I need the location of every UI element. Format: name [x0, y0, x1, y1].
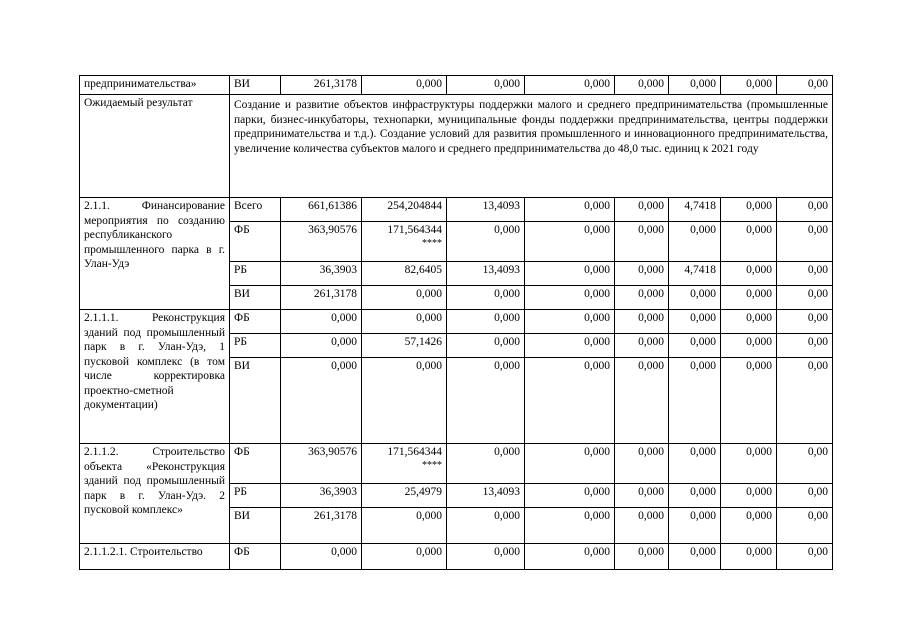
value-cell — [281, 334, 362, 358]
value-cell — [669, 198, 721, 222]
value-cell — [281, 358, 362, 444]
value-cell — [525, 76, 615, 95]
value-cell — [362, 286, 447, 310]
value-text: 0,000 — [690, 546, 716, 558]
value-text: 0,000 — [416, 312, 442, 324]
funding-source: Всего — [230, 198, 281, 222]
value-text: 0,000 — [638, 312, 664, 324]
table-row — [80, 76, 833, 95]
value-cell — [525, 262, 615, 286]
value-cell — [362, 222, 447, 262]
value-text: 0,000 — [690, 360, 716, 372]
value-cell — [777, 334, 833, 358]
value-text: 4,7418 — [684, 200, 716, 212]
value-text: 0,00 — [807, 446, 828, 458]
value-cell — [281, 444, 362, 484]
value-text: 0,000 — [584, 336, 610, 348]
value-text: 0,000 — [416, 288, 442, 300]
value-cell — [615, 286, 669, 310]
value-cell — [525, 544, 615, 570]
value-cell — [721, 544, 777, 570]
funding-source: ФБ — [230, 222, 281, 262]
table-row — [80, 444, 833, 484]
value-cell — [525, 222, 615, 262]
value-cell — [721, 444, 777, 484]
value-text: 36,3903 — [319, 264, 357, 276]
value-text: 0,000 — [584, 78, 610, 90]
value-text: 0,000 — [331, 312, 357, 324]
value-cell — [615, 262, 669, 286]
value-text: 13,4093 — [482, 200, 520, 212]
row-label: 2.1.1.2. Строительство объекта «Реконструкция зданий под промышленный парк в г. Улан-Удэ. 2 пусковой комплекс» — [80, 444, 230, 544]
value-text: 0,000 — [746, 336, 772, 348]
value-cell — [362, 198, 447, 222]
value-cell — [721, 198, 777, 222]
value-cell — [777, 198, 833, 222]
value-text: 13,4093 — [482, 264, 520, 276]
value-cell — [721, 262, 777, 286]
table-row — [80, 198, 833, 222]
expected-result-text: Создание и развитие объектов инфраструктуры поддержки малого и среднего предпринимательства (промышленные парки, бизнес-инкубаторы, технопарки, муниципальные фонды поддержки предпринимательства, центры поддержки предпринимательства и т.д.). Создание условий для развития промышленного и инновационного предпринимательства, увеличение количества субъектов малого и среднего предпринимательства до 48,0 тыс. единиц к 2021 году — [230, 95, 833, 198]
value-cell — [447, 198, 525, 222]
value-text: 36,3903 — [319, 486, 357, 498]
funding-source: РБ — [230, 484, 281, 508]
value-text: 0,000 — [416, 510, 442, 522]
value-cell — [669, 544, 721, 570]
value-cell — [615, 444, 669, 484]
value-text: 0,000 — [690, 446, 716, 458]
value-text: 0,000 — [584, 510, 610, 522]
value-cell — [281, 484, 362, 508]
value-cell — [615, 310, 669, 334]
value-text: 0,000 — [690, 224, 716, 236]
value-text: 0,000 — [638, 446, 664, 458]
value-cell — [281, 198, 362, 222]
value-cell — [447, 222, 525, 262]
value-text: 0,000 — [746, 264, 772, 276]
value-text: 0,000 — [584, 288, 610, 300]
value-cell — [447, 484, 525, 508]
funding-source: ВИ — [230, 76, 281, 95]
value-text: 0,000 — [494, 546, 520, 558]
value-text: 0,000 — [638, 546, 664, 558]
value-cell — [721, 222, 777, 262]
funding-source: ВИ — [230, 286, 281, 310]
value-cell — [362, 484, 447, 508]
value-cell — [615, 544, 669, 570]
value-cell — [777, 310, 833, 334]
value-text: 82,6405 — [404, 264, 442, 276]
value-cell — [721, 334, 777, 358]
value-text: 0,00 — [807, 312, 828, 324]
table-row — [80, 544, 833, 570]
value-cell — [447, 444, 525, 484]
value-text: 0,000 — [746, 78, 772, 90]
value-cell — [777, 286, 833, 310]
value-cell — [525, 286, 615, 310]
value-cell — [362, 444, 447, 484]
value-cell — [447, 544, 525, 570]
value-text: 0,000 — [331, 336, 357, 348]
value-cell — [777, 544, 833, 570]
budget-table — [79, 75, 833, 570]
value-cell — [669, 444, 721, 484]
value-text: 0,000 — [494, 336, 520, 348]
value-cell — [447, 358, 525, 444]
value-text: 0,000 — [690, 486, 716, 498]
value-text: 0,000 — [584, 446, 610, 458]
value-cell — [777, 76, 833, 95]
value-cell — [447, 310, 525, 334]
value-text: 0,000 — [331, 360, 357, 372]
value-cell — [362, 76, 447, 95]
value-text: 13,4093 — [482, 486, 520, 498]
value-cell — [525, 198, 615, 222]
value-cell — [281, 222, 362, 262]
value-text: 0,000 — [416, 360, 442, 372]
value-text: 0,000 — [584, 264, 610, 276]
value-cell — [281, 262, 362, 286]
value-text: 0,000 — [584, 224, 610, 236]
value-text: 0,000 — [746, 486, 772, 498]
value-cell — [669, 334, 721, 358]
value-text: 0,000 — [638, 510, 664, 522]
value-text: 0,000 — [690, 288, 716, 300]
value-cell — [615, 334, 669, 358]
value-text: 0,000 — [746, 510, 772, 522]
funding-source: РБ — [230, 262, 281, 286]
value-cell — [721, 286, 777, 310]
value-cell — [669, 222, 721, 262]
value-cell — [669, 310, 721, 334]
value-text: 0,000 — [638, 264, 664, 276]
funding-source: ФБ — [230, 310, 281, 334]
value-text: 0,000 — [416, 546, 442, 558]
value-cell — [281, 76, 362, 95]
value-cell — [669, 484, 721, 508]
value-text: 0,000 — [584, 312, 610, 324]
value-text: 0,000 — [690, 336, 716, 348]
value-text: 0,00 — [807, 78, 828, 90]
value-text: 0,000 — [494, 288, 520, 300]
value-cell — [362, 262, 447, 286]
value-cell — [777, 508, 833, 544]
value-text: 57,1426 — [404, 336, 442, 348]
value-text: 261,3178 — [313, 78, 357, 90]
value-text: 0,000 — [746, 360, 772, 372]
value-cell — [362, 334, 447, 358]
value-cell — [362, 358, 447, 444]
value-cell — [447, 286, 525, 310]
value-cell — [777, 444, 833, 484]
value-text: 0,000 — [638, 360, 664, 372]
value-text: 0,000 — [638, 486, 664, 498]
value-text: 261,3178 — [313, 288, 357, 300]
value-text: 0,00 — [807, 360, 828, 372]
table-row — [80, 310, 833, 334]
value-text: 0,00 — [807, 486, 828, 498]
value-text: 261,3178 — [313, 510, 357, 522]
value-text: 171,564344 — [387, 224, 442, 236]
value-text: 0,00 — [807, 200, 828, 212]
value-text: 0,000 — [690, 312, 716, 324]
value-text: 0,000 — [638, 288, 664, 300]
value-cell — [447, 508, 525, 544]
value-text: 0,00 — [807, 264, 828, 276]
value-cell — [447, 76, 525, 95]
value-text: 0,000 — [494, 312, 520, 324]
value-text: 254,204844 — [387, 200, 442, 212]
value-text: 25,4979 — [404, 486, 442, 498]
value-text: 171,564344 — [387, 446, 442, 458]
value-cell — [525, 334, 615, 358]
budget-table-body — [80, 76, 833, 570]
row-label: 2.1.1. Финансирование мероприятия по созданию республиканского промышленного парка в г. Улан-Удэ — [80, 198, 230, 310]
value-text: 661,61386 — [308, 200, 357, 212]
value-text: 0,000 — [690, 510, 716, 522]
funding-source: ФБ — [230, 544, 281, 570]
value-cell — [525, 444, 615, 484]
value-cell — [721, 310, 777, 334]
funding-source: ВИ — [230, 358, 281, 444]
value-text: 0,000 — [584, 360, 610, 372]
value-cell — [525, 508, 615, 544]
value-text: 0,000 — [494, 224, 520, 236]
funding-source: ВИ — [230, 508, 281, 544]
value-cell — [669, 76, 721, 95]
value-text: 0,000 — [746, 200, 772, 212]
value-cell — [525, 310, 615, 334]
value-cell — [721, 358, 777, 444]
value-text: 0,000 — [746, 312, 772, 324]
value-cell — [669, 286, 721, 310]
value-text: 0,000 — [416, 78, 442, 90]
value-cell — [281, 544, 362, 570]
value-cell — [777, 484, 833, 508]
value-text: 0,00 — [807, 336, 828, 348]
value-cell — [447, 262, 525, 286]
value-text: 0,00 — [807, 288, 828, 300]
footnote-marker: **** — [422, 459, 442, 471]
value-cell — [721, 484, 777, 508]
value-text: 0,000 — [690, 78, 716, 90]
value-text: 0,000 — [584, 200, 610, 212]
table-row — [80, 95, 833, 198]
value-cell — [615, 222, 669, 262]
value-text: 0,000 — [494, 78, 520, 90]
value-text: 0,00 — [807, 510, 828, 522]
value-text: 0,000 — [584, 546, 610, 558]
value-cell — [281, 286, 362, 310]
value-text: 0,000 — [494, 510, 520, 522]
value-cell — [362, 508, 447, 544]
value-text: 4,7418 — [684, 264, 716, 276]
value-cell — [525, 484, 615, 508]
value-cell — [721, 76, 777, 95]
value-cell — [525, 358, 615, 444]
value-text: 0,000 — [638, 78, 664, 90]
value-text: 0,000 — [494, 360, 520, 372]
value-text: 0,000 — [638, 336, 664, 348]
value-text: 0,000 — [746, 288, 772, 300]
value-text: 0,00 — [807, 546, 828, 558]
row-label: 2.1.1.2.1. Строительство — [80, 544, 230, 570]
value-text: 0,000 — [331, 546, 357, 558]
value-cell — [615, 198, 669, 222]
value-cell — [669, 508, 721, 544]
footnote-marker: **** — [422, 237, 442, 249]
value-text: 363,90576 — [308, 224, 357, 236]
value-text: 0,000 — [638, 224, 664, 236]
value-text: 0,000 — [494, 446, 520, 458]
value-text: 0,000 — [638, 200, 664, 212]
value-cell — [669, 358, 721, 444]
funding-source: РБ — [230, 334, 281, 358]
value-cell — [777, 358, 833, 444]
value-cell — [362, 310, 447, 334]
value-text: 0,00 — [807, 224, 828, 236]
row-label: 2.1.1.1. Реконструкция зданий под промышленный парк в г. Улан-Удэ, 1 пусковой комплекс (в том числе корректировка проектно-сметной документации) — [80, 310, 230, 444]
value-cell — [281, 508, 362, 544]
value-cell — [281, 310, 362, 334]
row-label: Ожидаемый результат — [80, 95, 230, 198]
row-label: предпринимательства» — [80, 76, 230, 95]
value-text: 363,90576 — [308, 446, 357, 458]
value-cell — [615, 508, 669, 544]
value-cell — [721, 508, 777, 544]
value-text: 0,000 — [746, 446, 772, 458]
value-text: 0,000 — [746, 224, 772, 236]
value-cell — [777, 222, 833, 262]
funding-source: ФБ — [230, 444, 281, 484]
value-cell — [615, 76, 669, 95]
value-cell — [362, 544, 447, 570]
value-text: 0,000 — [746, 546, 772, 558]
value-cell — [615, 358, 669, 444]
value-cell — [615, 484, 669, 508]
value-cell — [777, 262, 833, 286]
value-cell — [669, 262, 721, 286]
value-text: 0,000 — [584, 486, 610, 498]
value-cell — [447, 334, 525, 358]
